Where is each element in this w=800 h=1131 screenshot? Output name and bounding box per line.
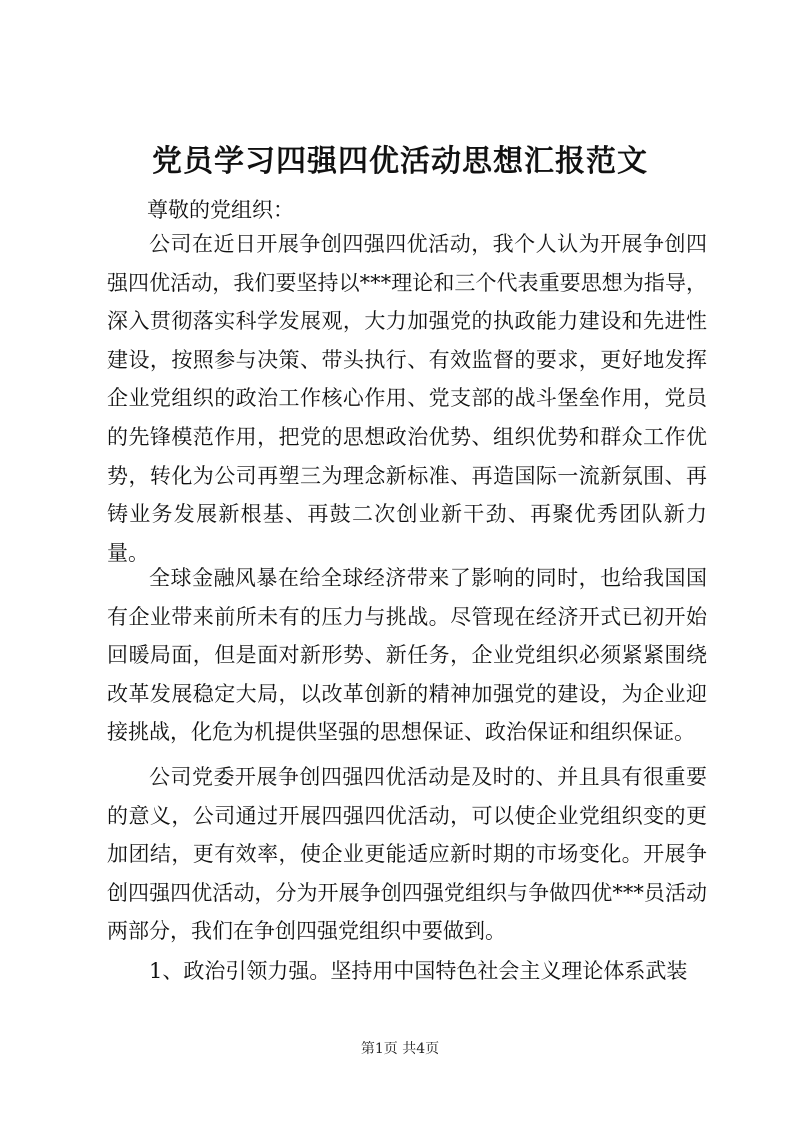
paragraph-2: 全球金融风暴在给全球经济带来了影响的同时，也给我国国有企业带来前所未有的压力与挑战。尽管现在经济开式已初开始回暖局面，但是面对新形势、新任务，企业党组织必须紧紧围绕改革发展稳定大局，以改革创新的精神加强党的建设，为企业迎接挑战，化危为机提供坚强的思想保证、政治保证和组织保证。 (107, 566, 707, 745)
paragraph-4: 1、政治引领力强。坚持用中国特色社会主义理论体系武装 (149, 959, 688, 983)
page-footer: 第1页 共4页 (360, 1041, 440, 1057)
paragraph-1: 公司在近日开展争创四强四优活动，我个人认为开展争创四强四优活动，我们要坚持以***理论和三个代表重要思想为指导，深入贯彻落实科学发展观，大力加强党的执政能力建设和先进性建设，按照参与决策、带头执行、有效监督的要求，更好地发挥企业党组织的政治工作核心作用、党支部的战斗堡垒作用，党员的先锋模范作用，把党的思想政治优势、组织优势和群众工作优势，转化为公司再塑三为理念新标准、再造国际一流新氛围、再铸业务发展新根基、再鼓二次创业新干劲、再聚优秀团队新力量。 (107, 232, 707, 565)
paragraph-3: 公司党委开展争创四强四优活动是及时的、并且具有很重要的意义，公司通过开展四强四优活动，可以使企业党组织变的更加团结，更有效率，使企业更能适应新时期的市场变化。开展争创四强四优活动，分为开展争创四强党组织与争做四优***员活动两部分，我们在争创四强党组织中要做到。 (107, 765, 707, 944)
salutation: 尊敬的党组织： (147, 198, 294, 222)
document-title: 党员学习四强四优活动思想汇报范文 (152, 144, 648, 179)
